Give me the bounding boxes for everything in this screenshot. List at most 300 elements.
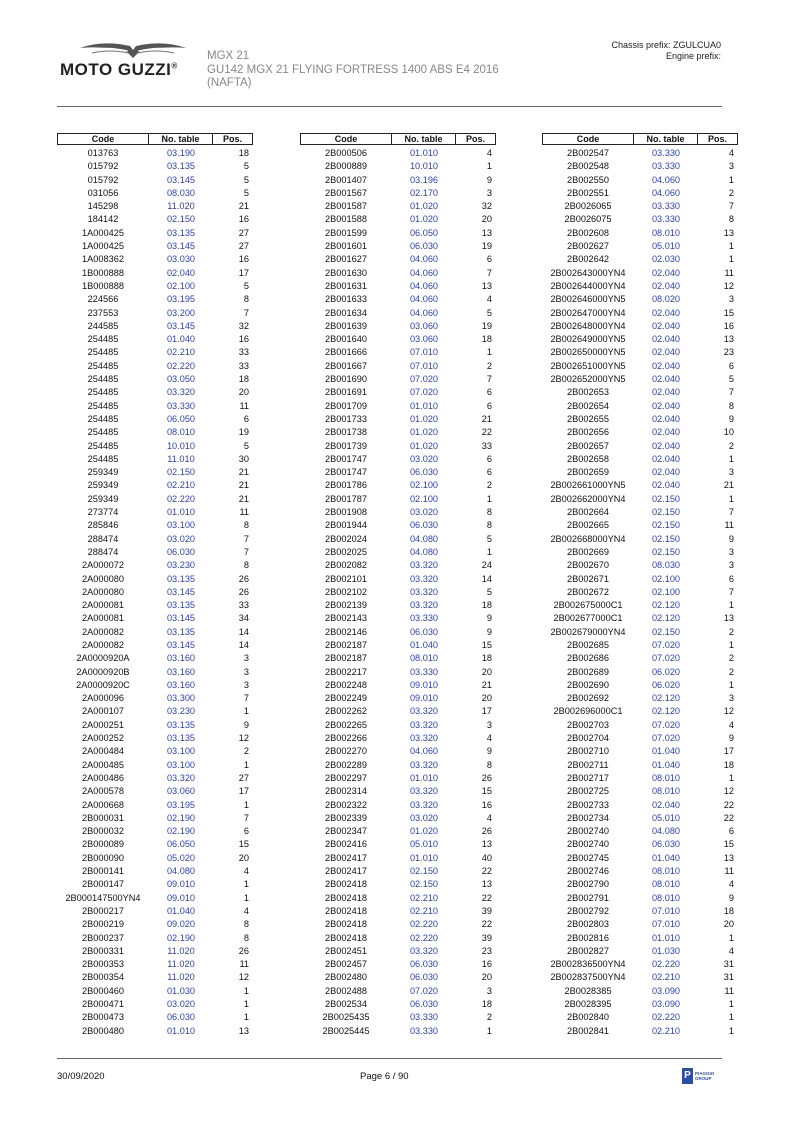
part-code: 2B002270 — [325, 746, 367, 757]
table-number-link[interactable]: 03.020 — [166, 533, 196, 544]
table-number-link[interactable]: 06.030 — [409, 241, 439, 252]
table-number-link[interactable]: 02.040 — [651, 480, 681, 491]
table-number-link[interactable]: 02.100 — [409, 480, 439, 491]
table-number-link[interactable]: 02.220 — [166, 360, 196, 371]
table-number-link[interactable]: 02.040 — [651, 799, 681, 810]
table-number-link[interactable]: 02.040 — [651, 440, 681, 451]
table-number-link[interactable]: 03.230 — [166, 706, 196, 717]
table-number-link[interactable]: 02.040 — [651, 307, 681, 318]
table-number-link[interactable]: 06.030 — [651, 839, 681, 850]
position-number: 9 — [728, 413, 734, 424]
table-number-link[interactable]: 07.010 — [409, 360, 439, 371]
table-number-link[interactable]: 04.060 — [409, 254, 439, 265]
position-number: 3 — [486, 187, 492, 198]
table-number-link[interactable]: 07.020 — [651, 639, 681, 650]
position-number: 1 — [728, 999, 734, 1009]
table-number-link[interactable]: 07.010 — [409, 347, 439, 358]
table-row — [542, 479, 742, 492]
table-number-link[interactable]: 03.050 — [166, 374, 196, 385]
table-number-link[interactable]: 02.040 — [651, 387, 681, 398]
table-number-link[interactable]: 02.120 — [651, 600, 681, 611]
table-row — [57, 506, 257, 519]
table-number-link[interactable]: 02.040 — [651, 427, 681, 438]
table-number-link[interactable]: 06.030 — [409, 972, 439, 983]
table-number-link[interactable]: 02.120 — [651, 693, 681, 704]
table-number-link[interactable]: 02.100 — [166, 280, 196, 291]
table-number-link[interactable]: 03.320 — [166, 772, 196, 783]
table-row — [300, 147, 500, 160]
position-number: 33 — [481, 440, 492, 451]
table-number-link[interactable]: 03.090 — [651, 985, 681, 996]
table-number-link[interactable]: 04.060 — [409, 307, 439, 318]
table-number-link[interactable]: 03.060 — [166, 786, 196, 797]
table-number-link[interactable]: 02.120 — [651, 706, 681, 717]
table-number-link[interactable]: 01.040 — [166, 334, 196, 345]
part-code: 2B002710 — [567, 746, 609, 757]
position-number: 13 — [723, 334, 734, 345]
table-number-link[interactable]: 04.060 — [651, 187, 681, 198]
table-number-link[interactable]: 08.010 — [166, 427, 196, 438]
table-row — [542, 160, 742, 173]
table-number-link[interactable]: 06.050 — [166, 839, 196, 850]
table-number-link[interactable]: 03.330 — [651, 214, 681, 225]
table-number-link[interactable]: 01.020 — [409, 413, 439, 424]
table-row — [542, 958, 742, 971]
table-row — [542, 453, 742, 466]
position-number: 14 — [238, 639, 249, 650]
part-code: 2B001666 — [325, 347, 367, 358]
table-number-link[interactable]: 02.150 — [409, 866, 439, 877]
position-number: 9 — [728, 892, 734, 903]
table-number-link[interactable]: 02.100 — [651, 573, 681, 584]
table-number-link[interactable]: 02.210 — [166, 480, 196, 491]
table-number-link[interactable]: 02.040 — [651, 280, 681, 291]
table-number-link[interactable]: 02.100 — [409, 493, 439, 504]
table-number-link[interactable]: 02.030 — [651, 254, 681, 265]
part-code: 2B000141 — [82, 866, 124, 877]
part-code: 2A000096 — [82, 693, 124, 704]
table-number-link[interactable]: 11.020 — [167, 201, 195, 212]
table-number-link[interactable]: 03.195 — [166, 294, 196, 305]
table-row — [300, 479, 500, 492]
table-number-link[interactable]: 08.030 — [166, 187, 196, 198]
position-number: 7 — [243, 546, 249, 557]
position-number: 33 — [238, 347, 249, 358]
table-number-link[interactable]: 06.030 — [409, 959, 439, 970]
table-number-link[interactable]: 03.320 — [409, 586, 439, 597]
table-number-link[interactable]: 02.150 — [651, 626, 681, 637]
position-number: 1 — [728, 241, 734, 252]
table-number-link[interactable]: 06.030 — [409, 467, 439, 478]
table-number-link[interactable]: 03.135 — [166, 573, 196, 584]
position-number: 22 — [481, 919, 492, 930]
part-code: 2B002725 — [567, 786, 609, 797]
table-number-link[interactable]: 01.040 — [651, 746, 681, 757]
table-number-link[interactable]: 02.040 — [651, 320, 681, 331]
table-number-link[interactable]: 03.196 — [409, 174, 439, 185]
table-number-link[interactable]: 06.020 — [651, 666, 681, 677]
table-number-link[interactable]: 01.010 — [166, 1025, 196, 1036]
table-number-link[interactable]: 03.330 — [166, 400, 196, 411]
table-number-link[interactable]: 02.040 — [651, 267, 681, 278]
table-number-link[interactable]: 07.020 — [651, 733, 681, 744]
table-row — [57, 466, 257, 479]
position-number: 1 — [728, 932, 734, 943]
position-number: 18 — [723, 905, 734, 916]
part-code: 2B002654 — [567, 400, 609, 411]
table-number-link[interactable]: 07.020 — [651, 719, 681, 730]
table-number-link[interactable]: 03.020 — [409, 507, 439, 518]
table-number-link[interactable]: 07.020 — [409, 387, 439, 398]
table-number-link[interactable]: 08.010 — [651, 866, 681, 877]
table-number-link[interactable]: 10.010 — [166, 440, 196, 451]
position-number: 32 — [238, 320, 249, 331]
table-number-link[interactable]: 02.150 — [651, 546, 681, 557]
table-number-link[interactable]: 02.220 — [166, 493, 196, 504]
table-number-link[interactable]: 09.010 — [409, 679, 439, 690]
table-number-link[interactable]: 03.195 — [166, 799, 196, 810]
table-number-link[interactable]: 03.320 — [409, 719, 439, 730]
position-number: 8 — [486, 759, 492, 770]
table-number-link[interactable]: 03.320 — [409, 786, 439, 797]
table-number-link[interactable]: 02.040 — [166, 267, 196, 278]
table-number-link[interactable]: 11.020 — [167, 972, 195, 983]
part-code: 259349 — [87, 493, 119, 504]
table-number-link[interactable]: 02.040 — [651, 400, 681, 411]
header-divider — [57, 106, 722, 107]
table-number-link[interactable]: 01.010 — [409, 400, 439, 411]
position-number: 1 — [243, 999, 249, 1009]
table-number-link[interactable]: 09.010 — [409, 693, 439, 704]
table-number-link[interactable]: 01.040 — [166, 905, 196, 916]
part-code: 1B000888 — [82, 267, 124, 278]
table-row — [57, 559, 257, 572]
table-number-link[interactable]: 09.010 — [166, 879, 196, 890]
table-row — [57, 652, 257, 665]
table-number-link[interactable]: 02.150 — [409, 879, 439, 890]
table-number-link[interactable]: 01.030 — [651, 945, 681, 956]
part-code: 2B001567 — [325, 187, 367, 198]
table-number-link[interactable]: 02.040 — [651, 360, 681, 371]
table-number-link[interactable]: 03.145 — [166, 320, 196, 331]
table-number-link[interactable]: 03.060 — [409, 334, 439, 345]
position-number: 7 — [728, 201, 734, 212]
table-number-link[interactable]: 06.030 — [409, 999, 439, 1009]
part-code: 2B001601 — [325, 241, 367, 252]
table-number-link[interactable]: 08.030 — [651, 560, 681, 571]
table-number-link[interactable]: 03.135 — [166, 600, 196, 611]
table-number-link[interactable]: 03.145 — [166, 613, 196, 624]
header-table: No. table — [392, 133, 456, 145]
table-number-link[interactable]: 03.145 — [166, 174, 196, 185]
table-number-link[interactable]: 03.320 — [166, 387, 196, 398]
part-code: 2B002653 — [567, 387, 609, 398]
table-number-link[interactable]: 03.300 — [166, 693, 196, 704]
table-number-link[interactable]: 01.040 — [651, 852, 681, 863]
table-row — [57, 945, 257, 958]
table-number-link[interactable]: 02.190 — [166, 932, 196, 943]
table-number-link[interactable]: 03.030 — [166, 254, 196, 265]
table-number-link[interactable]: 06.030 — [409, 626, 439, 637]
table-number-link[interactable]: 08.010 — [651, 786, 681, 797]
table-number-link[interactable]: 03.160 — [166, 679, 196, 690]
table-number-link[interactable]: 02.220 — [409, 932, 439, 943]
table-number-link[interactable]: 05.020 — [166, 852, 196, 863]
table-number-link[interactable]: 03.020 — [409, 812, 439, 823]
table-number-link[interactable]: 02.210 — [409, 892, 439, 903]
part-code: 2B002347 — [325, 826, 367, 837]
table-row — [542, 905, 742, 918]
table-number-link[interactable]: 03.230 — [166, 560, 196, 571]
table-number-link[interactable]: 03.190 — [166, 148, 196, 158]
table-row — [542, 546, 742, 559]
position-number: 17 — [238, 786, 249, 797]
table-number-link[interactable]: 01.020 — [409, 440, 439, 451]
table-number-link[interactable]: 03.330 — [409, 666, 439, 677]
moto-guzzi-logo: MOTO GUZZI® — [60, 40, 200, 80]
table-number-link[interactable]: 01.030 — [166, 985, 196, 996]
table-number-link[interactable]: 07.010 — [651, 919, 681, 930]
table-number-link[interactable]: 03.200 — [166, 307, 196, 318]
table-number-link[interactable]: 11.020 — [167, 959, 195, 970]
table-number-link[interactable]: 02.150 — [651, 493, 681, 504]
part-code: 2B000217 — [82, 905, 124, 916]
position-number: 1 — [243, 706, 249, 717]
table-number-link[interactable]: 02.150 — [651, 507, 681, 518]
table-number-link[interactable]: 08.010 — [651, 772, 681, 783]
table-number-link[interactable]: 01.020 — [409, 214, 439, 225]
position-number: 3 — [243, 653, 249, 664]
table-number-link[interactable]: 07.020 — [409, 374, 439, 385]
table-number-link[interactable]: 08.010 — [651, 879, 681, 890]
position-number: 1 — [728, 174, 734, 185]
table-number-link[interactable]: 09.020 — [166, 919, 196, 930]
part-code: 2A000486 — [82, 772, 124, 783]
table-number-link[interactable]: 02.040 — [651, 347, 681, 358]
table-number-link[interactable]: 06.050 — [409, 227, 439, 238]
table-number-link[interactable]: 02.190 — [166, 826, 196, 837]
table-number-link[interactable]: 06.030 — [409, 520, 439, 531]
table-row — [300, 825, 500, 838]
position-number: 21 — [238, 480, 249, 491]
table-number-link[interactable]: 02.210 — [166, 347, 196, 358]
table-number-link[interactable]: 01.040 — [651, 759, 681, 770]
brand-name: MOTO GUZZI — [60, 60, 172, 79]
table-number-link[interactable]: 02.150 — [651, 520, 681, 531]
table-number-link[interactable]: 02.220 — [651, 959, 681, 970]
table-number-link[interactable]: 03.100 — [166, 759, 196, 770]
table-number-link[interactable]: 10.010 — [409, 161, 439, 172]
table-number-link[interactable]: 02.040 — [651, 413, 681, 424]
table-number-link[interactable]: 04.060 — [409, 294, 439, 305]
table-number-link[interactable]: 01.020 — [409, 826, 439, 837]
part-code: 2B000219 — [82, 919, 124, 930]
table-number-link[interactable]: 03.100 — [166, 746, 196, 757]
table-number-link[interactable]: 01.040 — [409, 639, 439, 650]
table-number-link[interactable]: 03.320 — [409, 706, 439, 717]
table-row — [57, 200, 257, 213]
table-number-link[interactable]: 03.320 — [409, 945, 439, 956]
part-code: 254485 — [87, 347, 119, 358]
part-code: 2B002745 — [567, 852, 609, 863]
table-number-link[interactable]: 02.040 — [651, 334, 681, 345]
table-number-link[interactable]: 02.210 — [409, 905, 439, 916]
table-number-link[interactable]: 03.320 — [409, 600, 439, 611]
table-number-link[interactable]: 04.080 — [409, 533, 439, 544]
table-number-link[interactable]: 11.010 — [167, 453, 195, 464]
table-row — [542, 985, 742, 998]
table-number-link[interactable]: 07.020 — [651, 653, 681, 664]
table-number-link[interactable]: 02.220 — [651, 1012, 681, 1023]
table-number-link[interactable]: 03.020 — [409, 453, 439, 464]
part-code: 2B001690 — [325, 374, 367, 385]
table-number-link[interactable]: 03.330 — [409, 1012, 439, 1023]
part-code: 2B002704 — [567, 733, 609, 744]
table-number-link[interactable]: 02.040 — [651, 467, 681, 478]
part-code: 2A000080 — [82, 573, 124, 584]
table-number-link[interactable]: 01.010 — [166, 507, 196, 518]
table-number-link[interactable]: 02.040 — [651, 374, 681, 385]
table-number-link[interactable]: 02.100 — [651, 586, 681, 597]
table-row — [542, 732, 742, 745]
table-number-link[interactable]: 03.135 — [166, 161, 196, 172]
table-number-link[interactable]: 07.010 — [651, 905, 681, 916]
table-number-link[interactable]: 02.150 — [651, 533, 681, 544]
position-number: 5 — [243, 280, 249, 291]
table-row — [57, 346, 257, 359]
position-number: 23 — [481, 945, 492, 956]
table-number-link[interactable]: 03.100 — [166, 520, 196, 531]
part-code: 2B002418 — [325, 892, 367, 903]
table-number-link[interactable]: 03.330 — [651, 201, 681, 212]
table-number-link[interactable]: 03.320 — [409, 759, 439, 770]
table-row — [57, 373, 257, 386]
table-number-link[interactable]: 02.210 — [651, 972, 681, 983]
table-number-link[interactable]: 01.010 — [651, 932, 681, 943]
table-number-link[interactable]: 02.150 — [166, 467, 196, 478]
table-number-link[interactable]: 01.010 — [409, 772, 439, 783]
table-number-link[interactable]: 03.330 — [651, 161, 681, 172]
table-number-link[interactable]: 04.060 — [409, 280, 439, 291]
table-number-link[interactable]: 03.160 — [166, 653, 196, 664]
table-number-link[interactable]: 01.020 — [409, 427, 439, 438]
table-number-link[interactable]: 03.330 — [409, 1025, 439, 1036]
part-code: 2B002664 — [567, 507, 609, 518]
table-row — [57, 772, 257, 785]
part-code: 254485 — [87, 400, 119, 411]
table-row — [542, 785, 742, 798]
table-number-link[interactable]: 03.145 — [166, 241, 196, 252]
table-row — [57, 400, 257, 413]
table-number-link[interactable]: 02.150 — [166, 214, 196, 225]
part-code: 2A000080 — [82, 586, 124, 597]
table-number-link[interactable]: 02.120 — [651, 613, 681, 624]
table-row — [542, 506, 742, 519]
table-number-link[interactable]: 01.010 — [409, 148, 439, 158]
table-number-link[interactable]: 11.020 — [167, 945, 195, 956]
table-number-link[interactable]: 03.330 — [409, 613, 439, 624]
table-row — [300, 666, 500, 679]
table-row — [300, 386, 500, 399]
table-number-link[interactable]: 07.020 — [409, 985, 439, 996]
table-number-link[interactable]: 06.030 — [166, 546, 196, 557]
position-number: 7 — [243, 533, 249, 544]
table-number-link[interactable]: 02.170 — [409, 187, 439, 198]
table-number-link[interactable]: 02.210 — [651, 1025, 681, 1036]
table-number-link[interactable]: 03.060 — [409, 320, 439, 331]
table-number-link[interactable]: 03.330 — [651, 148, 681, 158]
part-code: 015792 — [87, 161, 119, 172]
table-number-link[interactable]: 02.220 — [409, 919, 439, 930]
part-code: 2B001747 — [325, 467, 367, 478]
table-number-link[interactable]: 04.080 — [409, 546, 439, 557]
part-code: 2A000081 — [82, 600, 124, 611]
table-number-link[interactable]: 05.010 — [651, 812, 681, 823]
table-number-link[interactable]: 08.020 — [651, 294, 681, 305]
table-number-link[interactable]: 04.060 — [651, 174, 681, 185]
position-number: 3 — [243, 666, 249, 677]
table-number-link[interactable]: 08.010 — [651, 227, 681, 238]
table-row — [57, 732, 257, 745]
table-row — [542, 838, 742, 851]
table-number-link[interactable]: 03.320 — [409, 573, 439, 584]
position-number: 2 — [486, 1012, 492, 1023]
table-row — [300, 652, 500, 665]
table-number-link[interactable]: 06.020 — [651, 679, 681, 690]
position-number: 16 — [238, 254, 249, 265]
table-row — [542, 373, 742, 386]
table-row — [57, 586, 257, 599]
table-number-link[interactable]: 03.145 — [166, 639, 196, 650]
table-number-link[interactable]: 02.040 — [651, 453, 681, 464]
table-number-link[interactable]: 09.010 — [166, 892, 196, 903]
position-number: 2 — [243, 746, 249, 757]
table-number-link[interactable]: 03.090 — [651, 999, 681, 1009]
table-number-link[interactable]: 03.320 — [409, 560, 439, 571]
table-number-link[interactable]: 03.145 — [166, 586, 196, 597]
table-number-link[interactable]: 04.080 — [651, 826, 681, 837]
table-number-link[interactable]: 03.160 — [166, 666, 196, 677]
table-number-link[interactable]: 03.020 — [166, 999, 196, 1009]
table-number-link[interactable]: 05.010 — [651, 241, 681, 252]
table-number-link[interactable]: 06.030 — [166, 1012, 196, 1023]
table-number-link[interactable]: 01.020 — [409, 201, 439, 212]
table-number-link[interactable]: 04.060 — [409, 746, 439, 757]
table-number-link[interactable]: 04.060 — [409, 267, 439, 278]
table-number-link[interactable]: 02.190 — [166, 812, 196, 823]
part-code: 2B002417 — [325, 852, 367, 863]
table-row — [542, 626, 742, 639]
position-number: 8 — [243, 919, 249, 930]
table-number-link[interactable]: 03.135 — [166, 227, 196, 238]
table-number-link[interactable]: 06.050 — [166, 413, 196, 424]
part-code: 2B001639 — [325, 320, 367, 331]
table-number-link[interactable]: 04.080 — [166, 866, 196, 877]
table-number-link[interactable]: 03.135 — [166, 719, 196, 730]
table-number-link[interactable]: 01.010 — [409, 852, 439, 863]
table-number-link[interactable]: 08.010 — [409, 653, 439, 664]
position-number: 6 — [486, 254, 492, 265]
table-number-link[interactable]: 03.135 — [166, 626, 196, 637]
table-number-link[interactable]: 03.320 — [409, 799, 439, 810]
table-number-link[interactable]: 05.010 — [409, 839, 439, 850]
table-number-link[interactable]: 03.135 — [166, 733, 196, 744]
table-number-link[interactable]: 08.010 — [651, 892, 681, 903]
position-number: 18 — [481, 999, 492, 1009]
part-code: 259349 — [87, 480, 119, 491]
position-number: 27 — [238, 772, 249, 783]
table-number-link[interactable]: 03.320 — [409, 733, 439, 744]
